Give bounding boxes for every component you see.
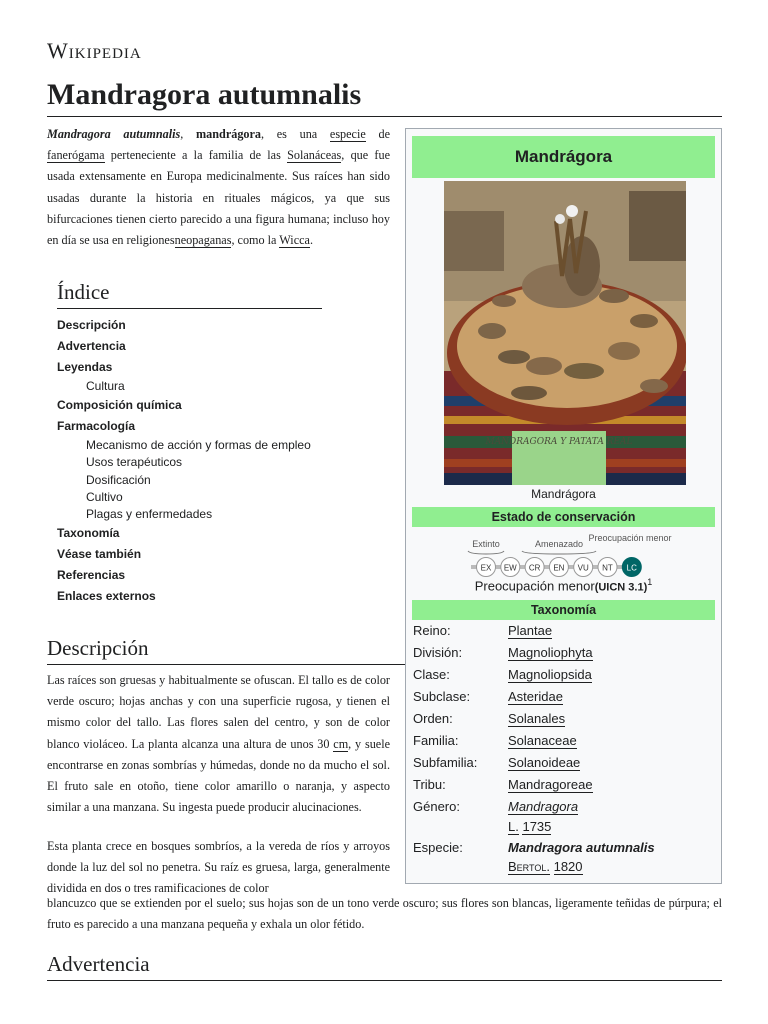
- tax-link[interactable]: Magnoliophyta: [508, 645, 593, 660]
- tax-rank: Orden:: [413, 711, 453, 726]
- toc-item[interactable]: Taxonomía: [57, 526, 120, 541]
- tax-rank: Reino:: [413, 623, 451, 638]
- intro-term: Mandragora autumnalis: [47, 127, 181, 141]
- species-year[interactable]: 1820: [553, 859, 583, 874]
- scale-label-amenazado: Amenazado: [534, 539, 584, 549]
- wikipedia-logo[interactable]: Wikipedia: [47, 38, 142, 63]
- iucn-scale: [406, 529, 723, 577]
- tax-link[interactable]: Mandragoreae: [508, 777, 593, 792]
- tax-link-genus[interactable]: Mandragora: [508, 799, 579, 814]
- tax-rank: Subfamilia:: [413, 755, 478, 770]
- tax-link[interactable]: Plantae: [508, 623, 553, 638]
- tax-value-species: [508, 838, 655, 857]
- toc-item[interactable]: Cultivo: [86, 489, 123, 504]
- mandragora-photo[interactable]: [444, 181, 686, 485]
- photo-sign-text: MANDRAGORA Y PATATA REAL: [485, 437, 633, 447]
- species-author[interactable]: Bertol.: [508, 859, 550, 874]
- iucn-code-lc: LC: [626, 563, 637, 573]
- tax-value: [508, 775, 593, 794]
- tax-link[interactable]: Solanales: [508, 711, 566, 726]
- tax-rank: Tribu:: [413, 777, 446, 792]
- intro-text: perteneciente a la familia de las: [104, 148, 288, 163]
- link-solanaceas[interactable]: Solanáceas: [287, 148, 342, 163]
- intro-text: , que fue usada extensamente en Europa medicinalmente. Sus raíces han sido usadas durante la historia en rituales mágicos, ya que sus bifurcaciones tienen cierto parecido a una figura humana; incluso hoy en día se usa en religiones: [47, 148, 390, 248]
- toc-item[interactable]: Plagas y enfermedades: [86, 507, 213, 522]
- descripcion-paragraph-2b: blancuzco que se extienden por el suelo; sus hojas son de un tono verde oscuro; sus flores son blancas, ligeramente teñidas de púrpura; el fruto es parecido a una manzana pequeña y exhala un olor fétido.: [47, 896, 722, 932]
- intro-paragraph: Mandragora autumnalis, mandrágora, es una especie de fanerógama perteneciente a la familia de las Solanáceas, que fue usada extensamente en Europa medicinalmente. Sus raíces han sido usadas durante la historia en rituales mágicos, ya que sus bifurcaciones tienen cierto parecido a una figura humana; incluso hoy en día se usa en religionesneopaganas, como la Wicca.: [47, 127, 390, 248]
- intro-text: .: [309, 233, 313, 248]
- tax-rank: Familia:: [413, 733, 459, 748]
- descripcion-paragraph-1: [47, 670, 390, 818]
- tax-value: [508, 709, 565, 728]
- iucn-code-en: EN: [553, 563, 565, 573]
- tax-value: [508, 687, 563, 706]
- link-cm[interactable]: cm: [333, 736, 349, 751]
- tax-rank: Subclase:: [413, 689, 471, 704]
- taxobox-title: Mandrágora: [412, 136, 715, 178]
- toc-list: [57, 315, 322, 607]
- toc-item[interactable]: Leyendas: [57, 360, 113, 374]
- genus-year[interactable]: 1735: [522, 819, 552, 834]
- iucn-code-vu: VU: [577, 563, 589, 573]
- iucn-code-cr: CR: [528, 563, 541, 573]
- toc-item[interactable]: Enlaces externos: [57, 589, 156, 604]
- intro-text: , es una: [261, 127, 330, 141]
- link-neopaganas[interactable]: neopaganas: [174, 233, 232, 248]
- status-ref[interactable]: (UICN 3.1): [594, 581, 648, 594]
- link-especie[interactable]: especie: [329, 127, 366, 141]
- photo-caption: Mandrágora: [531, 487, 596, 501]
- tax-value-genus: [508, 797, 578, 816]
- iucn-code-ex: EX: [480, 563, 492, 573]
- tax-value: [508, 731, 577, 750]
- status-footnote[interactable]: 1: [647, 577, 653, 587]
- toc-item[interactable]: Farmacología: [57, 419, 136, 434]
- toc-item[interactable]: Advertencia: [57, 339, 126, 353]
- tax-rank: Clase:: [413, 667, 450, 682]
- scale-label-extinto: Extinto: [472, 539, 500, 549]
- scale-label-preocupacion: Preocupación menor: [588, 533, 672, 543]
- heading-descripcion: Descripción: [47, 636, 722, 665]
- status-text[interactable]: Preocupación menor: [474, 578, 595, 594]
- intro-text: , como la: [231, 233, 280, 248]
- tax-link[interactable]: Magnoliopsida: [508, 667, 592, 682]
- intro-text: de: [365, 127, 390, 141]
- conservation-header: Estado de conservación: [412, 507, 715, 527]
- tax-rank: División:: [413, 645, 463, 660]
- toc-item[interactable]: Cultura: [86, 379, 125, 393]
- toc-item[interactable]: Véase también: [57, 547, 142, 562]
- toc-title: Índice: [57, 280, 322, 309]
- taxonomy-header: Taxonomía: [412, 600, 715, 620]
- tax-rank: Especie:: [413, 840, 463, 855]
- tax-rank: Género:: [413, 799, 460, 814]
- toc-item[interactable]: Usos terapéuticos: [86, 455, 183, 470]
- descripcion-paragraph-2a: Esta planta crece en bosques sombríos, a la vereda de ríos y arroyos donde la luz del sol no penetra. Su raíz es gruesa, larga, generalmente dividida en dos o tres ramificaciones de color: [47, 839, 390, 896]
- toc-item[interactable]: Dosificación: [86, 472, 151, 487]
- tax-value: [508, 753, 580, 772]
- tax-value: [508, 665, 592, 684]
- tax-value: [508, 621, 552, 640]
- species-name: Mandragora autumnalis: [508, 840, 655, 855]
- tax-authority-genus: [508, 817, 551, 836]
- iucn-code-ew: EW: [503, 563, 517, 573]
- table-of-contents: [57, 280, 322, 607]
- link-fanerogama[interactable]: fanerógama: [47, 148, 105, 163]
- tax-link[interactable]: Solanaceae: [508, 733, 577, 748]
- toc-item[interactable]: Mecanismo de acción y formas de empleo: [86, 438, 311, 453]
- iucn-code-nt: NT: [602, 563, 613, 573]
- tax-link[interactable]: Asteridae: [508, 689, 563, 704]
- toc-item[interactable]: Composición química: [57, 398, 182, 413]
- taxobox: [405, 128, 722, 884]
- heading-advertencia: Advertencia: [47, 952, 722, 981]
- intro-alias: mandrágora: [196, 127, 262, 141]
- genus-author[interactable]: L.: [508, 819, 519, 834]
- toc-item[interactable]: Referencias: [57, 568, 126, 583]
- toc-item[interactable]: Descripción: [57, 318, 126, 332]
- tax-value: [508, 643, 593, 662]
- link-wicca[interactable]: Wicca: [279, 233, 310, 248]
- descripcion-text: Las raíces son gruesas y habitualmente se ofuscan. El tallo es de color verde oscuro; hojas anchas y con una superficie rugosa, y tienen el mismo color del tallo. Las flores salen del centro, y son de color blanco violáceo. La planta alcanza una altura de unos 30: [47, 673, 390, 751]
- tax-authority-species: [508, 857, 583, 876]
- page-title: Mandragora autumnalis: [47, 78, 722, 117]
- conservation-status: [406, 577, 721, 593]
- descripcion-text: , y suele encontrarse en zonas sombrías y húmedas, donde no da mucho el sol. El fruto sale en otoño, tiene color amarillo o naranja, y aspecto similar a una manzana. Su ingesta puede producir alucinaciones.: [47, 736, 391, 815]
- tax-link[interactable]: Solanoideae: [508, 755, 581, 770]
